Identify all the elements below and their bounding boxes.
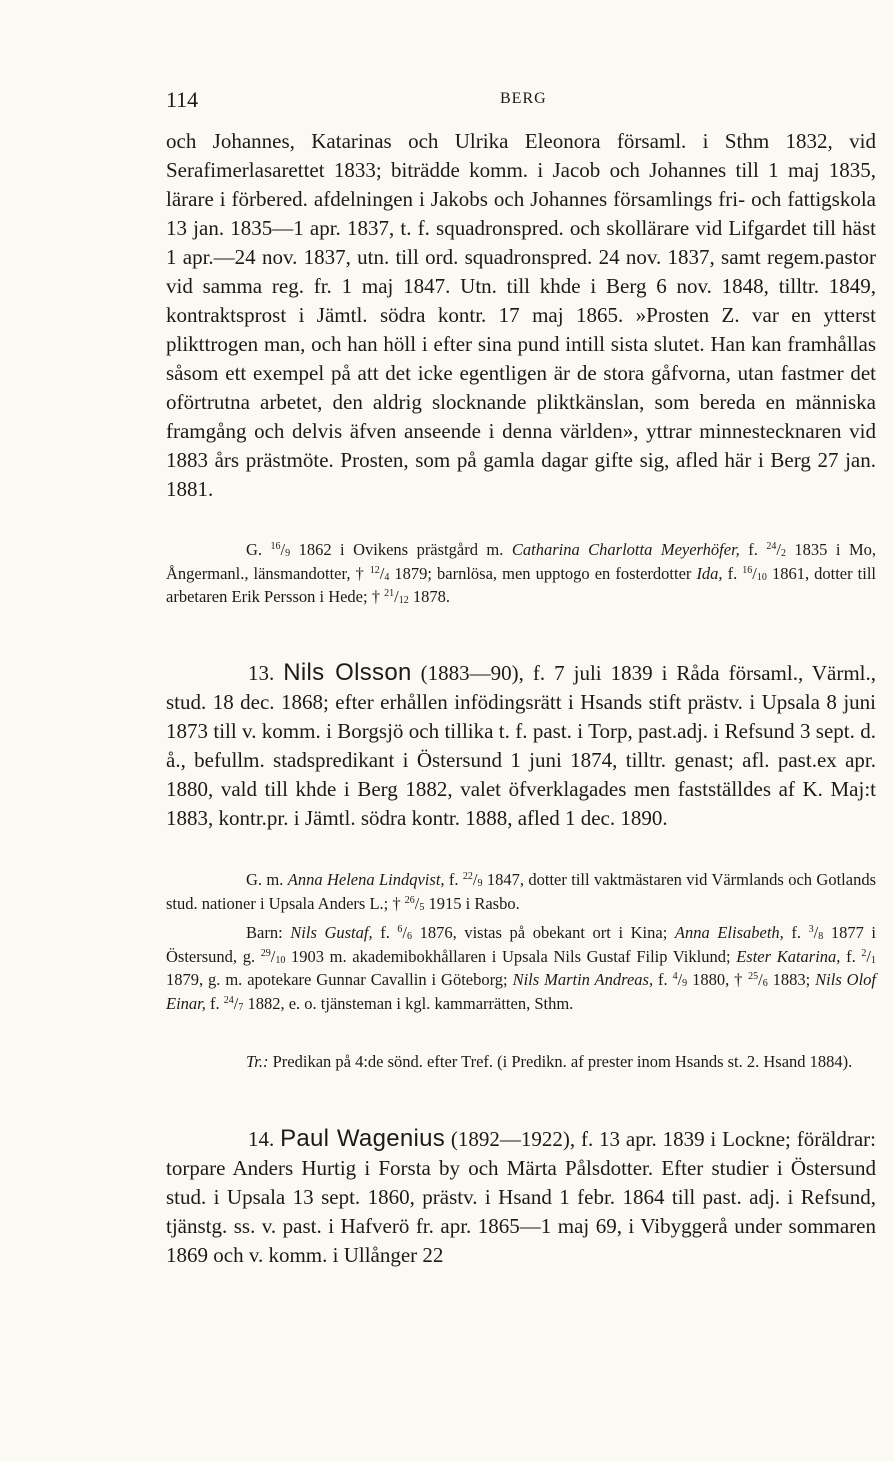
page-header xyxy=(166,87,876,115)
entry-number: 14. xyxy=(248,1127,281,1151)
spouse-name: Catharina Charlotta Meyerhöfer, xyxy=(511,540,740,559)
date-fraction: $^6/_6$ xyxy=(397,923,413,942)
marriage-note-1: G. $^{16}/_9$ 1862 i Ovikens prästgård m. Catharina Charlotta Meyerhöfer, f. $^{24}/_2$ 1835 i Mo, Ångermanl., länsmandotter, † $^{12}/_4$ 1879; barnlösa, men upptogo en fosterdotter Ida, f. $^{16}/_{10}$ 1861, dotter till arbetaren Erik Persson i Hede; † $^{21}/_{12}$ 1878. xyxy=(166,540,876,607)
date-fraction: $^{24}/_2$ xyxy=(766,540,786,559)
child-name: Nils Gustaf, xyxy=(290,923,373,942)
date-fraction: $^{16}/_{10}$ xyxy=(742,563,767,583)
entry-13: 13. Nils Olsson (1883—90), f. 7 juli 1839 i Råda församl., Värml., stud. 18 dec. 1868; efter erhållen infödingsrätt i Hsands stift prästv. i Upsala 8 juni 1873 till v. komm. i Borgsjö och tillika t. f. past. i Torp, past.adj. i Refsund 3 sept. d. å., befullm. stadspredikant i Östersund 1 juni 1874, tilltr. genast; afl. past.ex apr. 1880, vald till khde i Berg 1882, valet öfverklagades men fastställdes af K. Maj:t 1883, kontr.pr. i Jämtl. södra kontr. 1888, afled 1 dec. 1890. xyxy=(166,659,876,830)
child-name: Ester Katarina, xyxy=(736,946,841,966)
entry-name: Paul Wagenius xyxy=(280,1125,446,1152)
foster-daughter-name: Ida, xyxy=(696,563,723,583)
date-fraction: $^{12}/_4$ xyxy=(369,563,390,583)
date-fraction: $^{22}/_9$ xyxy=(462,870,483,889)
page-number: 114 xyxy=(166,87,199,112)
date-fraction: $^{16}/_9$ xyxy=(270,540,291,559)
date-fraction: $^2/_1$ xyxy=(861,946,876,966)
date-fraction: $^{29}/_{10}$ xyxy=(260,946,286,966)
running-head: BERG xyxy=(500,90,547,107)
date-fraction: $^4/_9$ xyxy=(672,970,688,990)
works-note: Tr.: Predikan på 4:de sönd. efter Tref. (i Predikn. af prester inom Hsands st. 2. Hsand 1884). xyxy=(246,1052,853,1071)
spouse-name: Anna Helena Lindqvist, xyxy=(287,870,445,889)
date-fraction: $^{25}/_6$ xyxy=(748,970,768,990)
child-name: Anna Elisabeth, xyxy=(674,923,784,942)
entry-14: 14. Paul Wagenius (1892—1922), f. 13 apr. 1839 i Lockne; föräldrar: torpare Anders Hurtig i Forsta by och Märta Pålsdotter. Efter studier i Östersund stud. i Upsala 13 sept. 1860, prästv. i Hsand 1 febr. 1864 till past. adj. i Refsund, tjänstg. ss. v. past. i Hafverö fr. apr. 1865—1 maj 69, i Vibyggerå under sommaren 1869 och v. komm. i Ullånger 22 xyxy=(166,1125,876,1267)
date-fraction: $^3/_8$ xyxy=(808,923,824,942)
entry-number: 13. xyxy=(248,661,284,685)
children-note: Barn: Nils Gustaf, f. $^6/_6$ 1876, vistas på obekant ort i Kina; Anna Elisabeth, f. $^3/_8$ 1877 i Östersund, g. $^{29}/_{10}$ 1903 m. akademibokhållaren i Upsala Nils Gustaf Filip Viklund; Ester Katarina, f. $^2/_1$ 1879, g. m. apotekare Gunnar Cavallin i Göteborg; Nils Martin Andreas, f. $^4/_9$ 1880, † $^{25}/_6$ 1883; Nils Olof Einar, f. $^{24}/_7$ 1882, e. o. tjänsteman i kgl. kammarrätten, Sthm. xyxy=(166,923,877,1013)
date-fraction: $^{24}/_7$ xyxy=(223,993,244,1013)
marriage-note-2: G. m. Anna Helena Lindqvist, f. $^{22}/_9$ 1847, dotter till vaktmästaren vid Värmlands och Gotlands stud. nationer i Upsala Anders L.; † $^{26}/_5$ 1915 i Rasbo. xyxy=(166,870,876,913)
child-name: Nils Olof Einar, xyxy=(166,970,877,1013)
works-label: Tr.: xyxy=(246,1052,269,1071)
paragraph-continuation: och Johannes, Katarinas och Ulrika Eleonora församl. i Sthm 1832, vid Serafimerlasarettet 1833; biträdde komm. i Jacob och Johannes till 1 maj 1835, lärare i förbered. afdelningen i Jakobs och Johannes församlings fri- och fattigskola 13 jan. 1835—1 apr. 1837, t. f. squadronspred. och skollärare vid Lifgardet till häst 1 apr.—24 nov. 1837, utn. till ord. squadronspred. 24 nov. 1837, samt regem.pastor vid samma reg. fr. 1 maj 1847. Utn. till khde i Berg 6 nov. 1848, tilltr. 1849, kontraktsprost i Jämtl. södra kontr. 17 maj 1865. »Prosten Z. var en ytterst plikttrogen man, och han höll i efter sina pund intill sista slutet. Han kan framhållas såsom ett exempel på att det icke egentligen är de stora gåfvorna, utan fastmer det oförtrutna arbetet, den aldrig slocknande pliktkänslan, som bereda en människa framgång och delvis äfven anseende i denna världen», yttrar minnestecknaren vid 1883 års prästmöte. Prosten, som på gamla dagar gifte sig, afled här i Berg 27 jan. 1881. xyxy=(166,129,876,501)
child-name: Nils Martin Andreas, xyxy=(512,970,654,990)
entry-name: Nils Olsson xyxy=(283,659,412,686)
date-fraction: $^{21}/_{12}$ xyxy=(384,587,409,607)
date-fraction: $^{26}/_5$ xyxy=(404,893,425,913)
